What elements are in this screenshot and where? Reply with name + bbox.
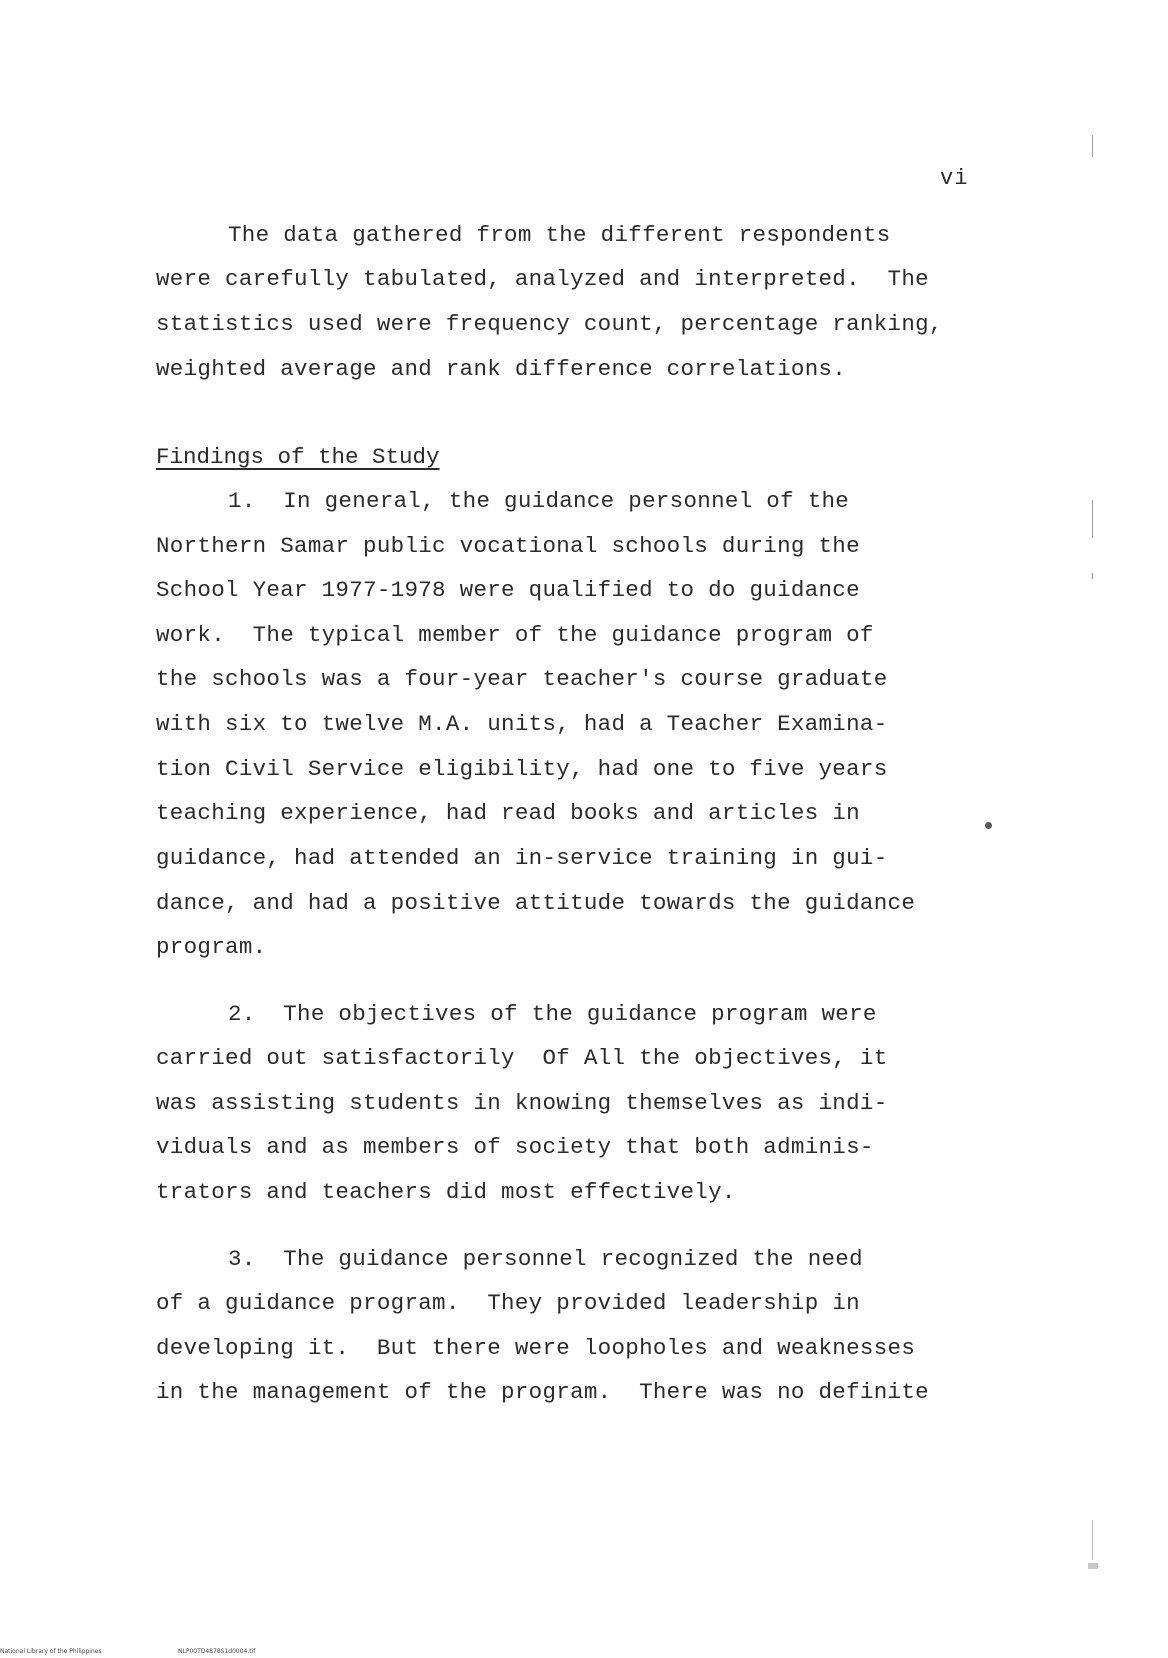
finding-3-line-4: in the management of the program. There was no definite	[156, 1379, 929, 1405]
ink-speck	[985, 822, 992, 829]
finding-1-line-3: School Year 1977-1978 were qualified to do guidance	[156, 577, 860, 603]
finding-1-line-11: program.	[156, 934, 267, 960]
finding-2-line-4: viduals and as members of society that both adminis-	[156, 1134, 874, 1160]
finding-1-line-10: dance, and had a positive attitude towards the guidance	[156, 890, 916, 916]
finding-1-line-8: teaching experience, had read books and articles in	[156, 800, 860, 826]
file-id-footer: NLP00TD4878S1d0004.tif	[178, 1648, 256, 1655]
scan-artifact	[1092, 573, 1093, 579]
finding-2-line-5: trators and teachers did most effectively.	[156, 1179, 736, 1205]
intro-line-1: The data gathered from the different respondents	[228, 222, 891, 248]
finding-1-line-1: 1. In general, the guidance personnel of the	[228, 488, 850, 514]
library-footer: National Library of the Philippines	[0, 1648, 102, 1655]
finding-1-line-2: Northern Samar public vocational schools during the	[156, 533, 860, 559]
finding-1-line-6: with six to twelve M.A. units, had a Teacher Examina-	[156, 711, 888, 737]
finding-2-line-3: was assisting students in knowing themselves as indi-	[156, 1090, 888, 1116]
finding-3-line-2: of a guidance program. They provided leadership in	[156, 1290, 860, 1316]
scan-artifact	[1092, 500, 1093, 538]
scan-artifact	[1092, 1520, 1093, 1560]
intro-line-2: were carefully tabulated, analyzed and interpreted. The	[156, 266, 929, 292]
page-number: vi	[940, 166, 969, 191]
intro-line-4: weighted average and rank difference correlations.	[156, 356, 847, 382]
finding-1-line-9: guidance, had attended an in-service training in gui-	[156, 845, 888, 871]
intro-line-3: statistics used were frequency count, percentage ranking,	[156, 311, 943, 337]
scan-artifact	[1092, 135, 1093, 157]
finding-1-line-4: work. The typical member of the guidance program of	[156, 622, 874, 648]
finding-3-line-1: 3. The guidance personnel recognized the need	[228, 1246, 863, 1272]
finding-1-line-5: the schools was a four-year teacher's course graduate	[156, 666, 888, 692]
finding-1-line-7: tion Civil Service eligibility, had one to five years	[156, 756, 888, 782]
finding-2-line-1: 2. The objectives of the guidance program were	[228, 1001, 877, 1027]
finding-2-line-2: carried out satisfactorily Of All the objectives, it	[156, 1045, 888, 1071]
section-heading: Findings of the Study	[156, 444, 440, 470]
scan-artifact	[1088, 1563, 1098, 1569]
finding-3-line-3: developing it. But there were loopholes and weaknesses	[156, 1335, 916, 1361]
